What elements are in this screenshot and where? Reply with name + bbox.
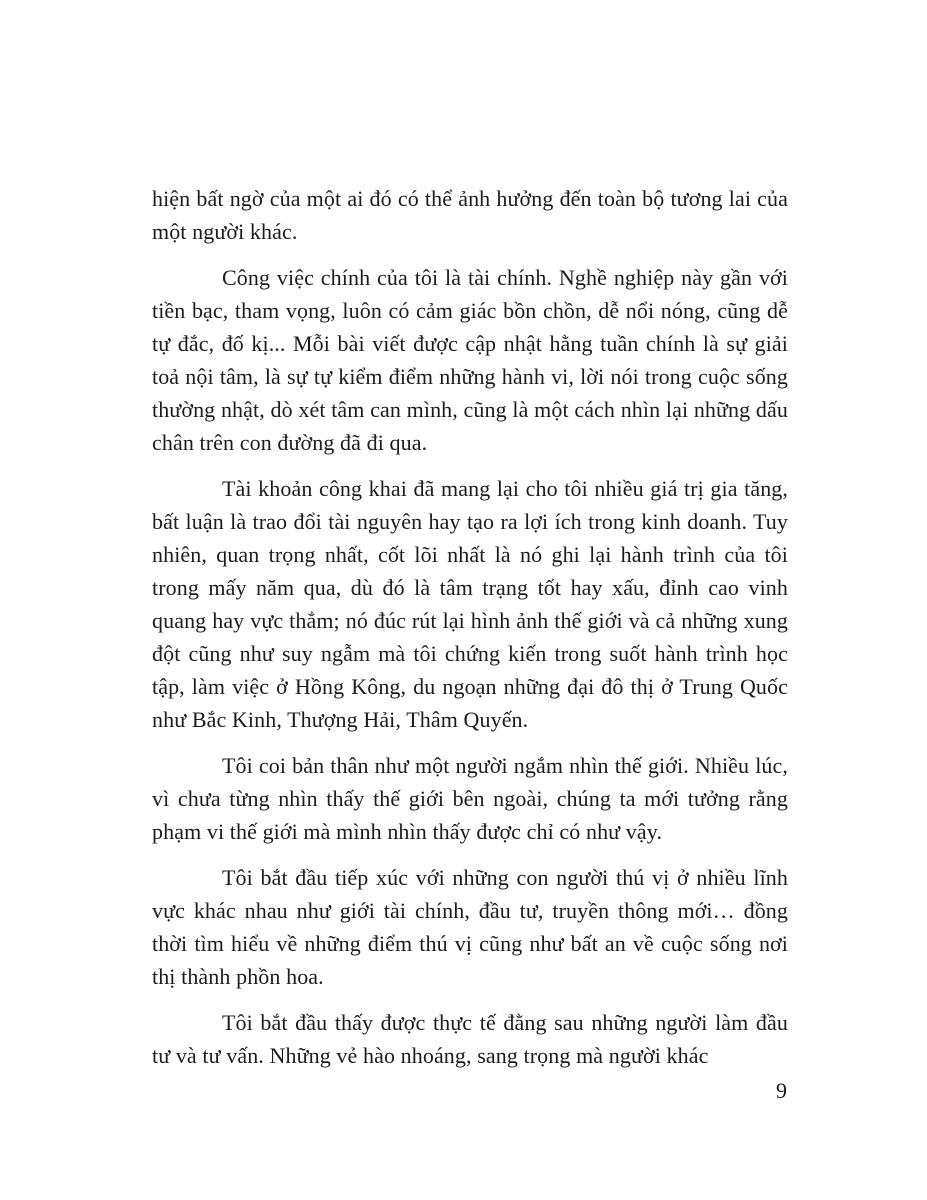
paragraph: Tài khoản công khai đã mang lại cho tôi nhiều giá trị gia tăng, bất luận là trao đổi tài nguyên hay tạo ra lợi ích trong kinh doanh. Tuy nhiên, quan trọng nhất, cốt lõi nhất là nó ghi lại hành trình của tôi trong mấy năm qua, dù đó là tâm trạng tốt hay xấu, đỉnh cao vinh quang hay vực thẳm; nó đúc rút lại hình ảnh thế giới và cả những xung đột cũng như suy ngẫm mà tôi chứng kiến trong suốt hành trình học tập, làm việc ở Hồng Kông, du ngoạn những đại đô thị ở Trung Quốc như Bắc Kinh, Thượng Hải, Thâm Quyến. bbox=[152, 476, 788, 732]
paragraph: Tôi bắt đầu tiếp xúc với những con người thú vị ở nhiều lĩnh vực khác nhau như giới tài chính, đầu tư, truyền thông mới… đồng thời tìm hiểu về những điểm thú vị cũng như bất an về cuộc sống nơi thị thành phồn hoa. bbox=[152, 865, 788, 989]
page-number: 9 bbox=[776, 1078, 787, 1103]
paragraph: Tôi coi bản thân như một người ngắm nhìn thế giới. Nhiều lúc, vì chưa từng nhìn thấy thế giới bên ngoài, chúng ta mới tưởng rằng phạm vi thế giới mà mình nhìn thấy được chỉ có như vậy. bbox=[152, 753, 788, 844]
paragraph: hiện bất ngờ của một ai đó có thể ảnh hưởng đến toàn bộ tương lai của một người khác. bbox=[152, 186, 788, 244]
paragraph: Công việc chính của tôi là tài chính. Nghề nghiệp này gần với tiền bạc, tham vọng, luôn có cảm giác bồn chồn, dễ nổi nóng, cũng dễ tự đắc, đố kị... Mỗi bài viết được cập nhật hằng tuần chính là sự giải toả nội tâm, là sự tự kiểm điểm những hành vi, lời nói trong cuộc sống thường nhật, dò xét tâm can mình, cũng là một cách nhìn lại những dấu chân trên con đường đã đi qua. bbox=[152, 265, 788, 455]
paragraph: Tôi bắt đầu thấy được thực tế đằng sau những người làm đầu tư và tư vấn. Những vẻ hào nhoáng, sang trọng mà người khác bbox=[152, 1010, 788, 1068]
page-text bbox=[152, 182, 788, 1085]
